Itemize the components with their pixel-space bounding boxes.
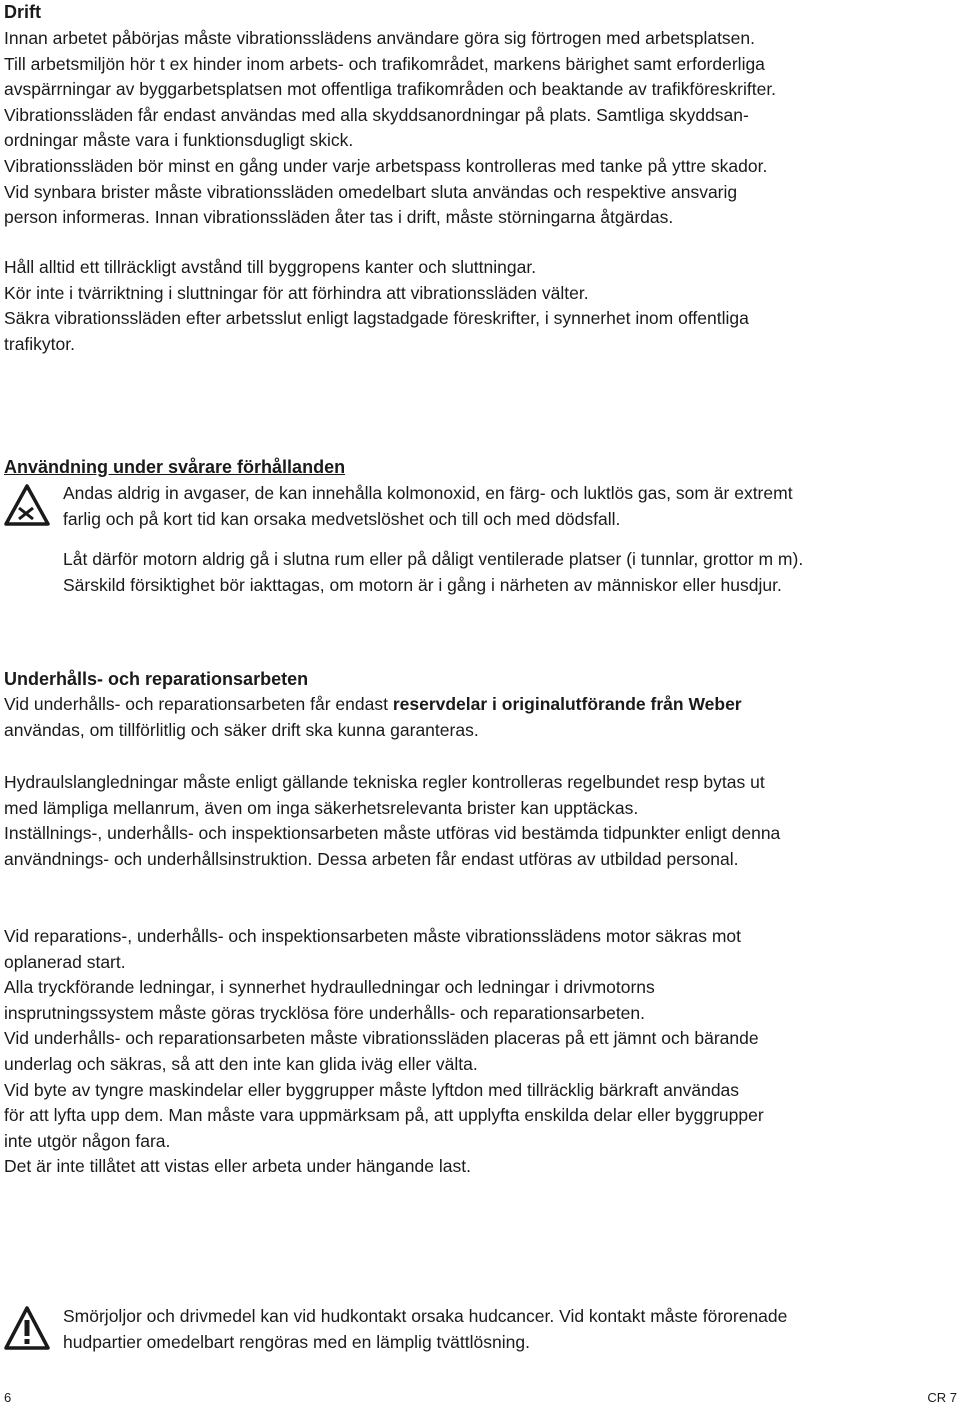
maintenance-section (4, 667, 956, 743)
drift-section (4, 0, 956, 231)
lubricant-warning-block (63, 1304, 958, 1355)
difficult-conditions-section (4, 455, 956, 479)
warning-triangle-icon (4, 1306, 50, 1348)
hydraulic-hose-paragraph: Hydraulslangledningar måste enligt gällande tekniska regler kontrolleras regelbundet resp bytas ut med lämpliga mellanrum, även om inga säkerhetsrelevanta brister kan upptäckas. Inställnings-, underhålls- och inspektionsarbeten måste utföras vid bestämda tidpunkter enligt denna användnings- och underhållsinstruktion. Dessa arbeten får endast utföras av utbildad personal. (4, 772, 781, 869)
drift-heading: Drift (4, 2, 41, 22)
repair-safety-paragraph: Vid reparations-, underhålls- och inspektionsarbeten måste vibrationsslädens motor säkras mot oplanerad start. Alla tryckförande ledningar, i synnerhet hydraulledningar och ledningar i drivmotorns insprutningssystem måste göras trycklösa före underhålls- och reparationsarbeten. Vid underhålls- och reparationsarbeten måste vibrationssläden placeras på ett jämnt och bärande underlag och säkras, så att den inte kan glida iväg eller välta. Vid byte av tyngre maskindelar eller byggrupper måste lyftdon med tillräcklig bärkraft användas för att lyfta upp dem. Man måste vara uppmärksam på, att upplyfta enskilda delar eller byggrupper inte utgör någon fara. Det är inte tillåtet att vistas eller arbeta under hängande last. (4, 926, 764, 1177)
maintenance-paragraph-3-block (4, 924, 956, 1180)
maintenance-heading: Underhålls- och reparationsarbeten (4, 669, 309, 689)
drift-paragraph-2-block (4, 255, 956, 357)
original-spare-parts-emphasis: reservdelar i originalutförande från Weber (392, 694, 742, 714)
page-number: 6 (4, 1390, 12, 1405)
lubricant-warning-text: Smörjoljor och drivmedel kan vid hudkontakt orsaka hudcancer. Vid kontakt måste förorenade hudpartier omedelbart rengöras med en lämplig tvättlösning. (63, 1306, 788, 1352)
model-name: CR 7 (927, 1390, 957, 1405)
exhaust-warning-block (63, 481, 958, 598)
maintenance-intro-start: Vid underhålls- och reparationsarbeten får endast (4, 694, 393, 714)
warning-triangle-icon (4, 484, 50, 526)
maintenance-paragraph-2-block (4, 770, 956, 872)
drift-paragraph-1: Innan arbetet påbörjas måste vibrationsslädens användare göra sig förtrogen med arbetsplatsen. Till arbetsmiljön hör t ex hinder inom arbets- och trafikområdet, markens bärighet samt erforderliga avspärrningar av byggarbetsplatsen mot offentliga trafikområden och beaktande av trafikföreskrifter. Vibrationssläden får endast användas med alla skyddsanordningar på plats. Samtliga skyddsan- ordningar måste vara i funktionsdugligt skick. Vibrationssläden bör minst en gång under varje arbetspass kontrolleras med tanke på yttre skador. Vid synbara brister måste vibrationssläden omedelbart sluta användas och respektive ansvarig person informeras. Innan vibrationssläden åter tas i drift, måste störningarna åtgärdas. (4, 28, 777, 228)
maintenance-intro (4, 692, 956, 743)
difficult-conditions-heading: Användning under svårare förhållanden (4, 457, 346, 477)
exhaust-warning-text: Andas aldrig in avgaser, de kan innehålla kolmonoxid, en färg- och luktlös gas, som är extremt farlig och på kort tid kan orsaka medvetslöshet och till och med dödsfall. (63, 483, 793, 529)
ventilation-warning-text: Låt därför motorn aldrig gå i slutna rum eller på dåligt ventilerade platser (i tunnlar, grottor m m). Särskild försiktighet bör iakttagas, om motorn är i gång i närheten av människor eller husdjur. (63, 549, 804, 595)
maintenance-intro-end: användas, om tillförlitlig och säker drift ska kunna garanteras. (4, 719, 479, 740)
drift-paragraph-2: Håll alltid ett tillräckligt avstånd till byggropens kanter och sluttningar. Kör inte i tvärriktning i sluttningar för att förhindra att vibrationssläden välter. Säkra vibrationssläden efter arbetsslut enligt lagstadgade föreskrifter, i synnerhet inom offentliga trafikytor. (4, 257, 749, 354)
